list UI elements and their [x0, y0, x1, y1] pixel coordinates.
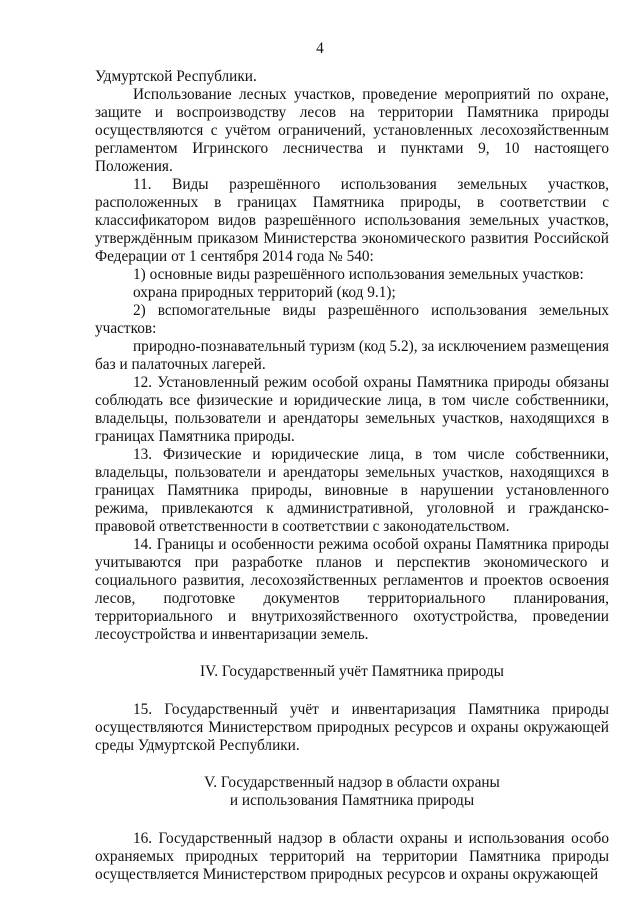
- paragraph-item-12: 12. Установленный режим особой охраны Памятника природы обязаны соблюдать все физические и юридические лица, в том числе собственники, владельцы, пользователи и арендаторы земельных участков, находящихся в границах Памятника природы.: [95, 374, 609, 445]
- paragraph-item-16: 16. Государственный надзор в области охраны и использования особо охраняемых природных территорий на территории Памятника природы осуществляется Министерством природных ресурсов и охраны окружающей: [95, 830, 609, 883]
- list-item-auxiliary-uses: 2) вспомогательные виды разрешённого использования земельных участков:: [95, 302, 609, 337]
- section-heading-v-line1: V. Государственный надзор в области охраны: [204, 774, 500, 791]
- section-heading-iv: IV. Государственный учёт Памятника природы: [200, 663, 504, 680]
- paragraph-item-13: 13. Физические и юридические лица, в том числе собственники, владельцы, пользователи и арендаторы земельных участков, находящихся в границах Памятника природы, виновные в нарушении установленного режима, привлекаются к административной, уголовной и гражданско-правовой ответственности в соответствии с законодательством.: [95, 446, 609, 535]
- list-item-tourism: природно-познавательный туризм (код 5.2), за исключением размещения баз и палаточных лагерей.: [95, 338, 609, 373]
- section-heading-v-line2: и использования Памятника природы: [229, 792, 475, 809]
- paragraph-continuation: Удмуртской Республики.: [95, 68, 257, 85]
- paragraph-item-15: 15. Государственный учёт и инвентаризация Памятника природы осуществляются Министерством природных ресурсов и охраны окружающей среды Удмуртской Республики.: [95, 701, 609, 754]
- paragraph-forest-use: Использование лесных участков, проведение мероприятий по охране, защите и воспроизводству лесов на территории Памятника природы осуществляются с учётом ограничений, установленных лесохозяйственным регламентом Игринского лесничества и пунктами 9, 10 настоящего Положения.: [95, 86, 609, 175]
- list-item-main-uses: 1) основные виды разрешённого использования земельных участков:: [133, 266, 584, 283]
- list-item-nature-protection: охрана природных территорий (код 9.1);: [133, 284, 396, 301]
- paragraph-item-11: 11. Виды разрешённого использования земельных участков, расположенных в границах Памятника природы, в соответствии с классификатором видов разрешённого использования земельных участков, утверждённым приказом Министерства экономического развития Российской Федерации от 1 сентября 2014 года № 540:: [95, 176, 609, 265]
- page-number: 4: [316, 40, 324, 57]
- document-body: [95, 68, 609, 884]
- paragraph-item-14: 14. Границы и особенности режима особой охраны Памятника природы учитываются при разработке планов и перспектив экономического и социального развития, лесохозяйственных регламентов и проектов освоения лесов, подготовке документов территориального планирования, территориального и внутрихозяйственного охотустройства, проведении лесоустройства и инвентаризации земель.: [95, 536, 609, 643]
